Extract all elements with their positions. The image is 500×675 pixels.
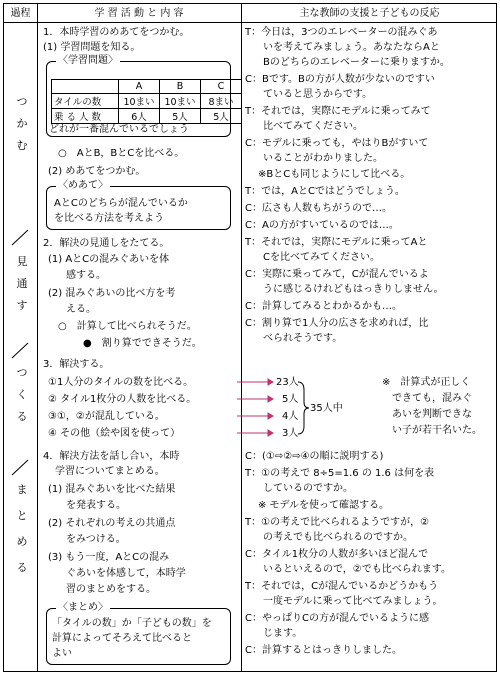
table-row [52, 80, 242, 94]
dialogue-line: C：タイル1枚分の人数が多いほど混んで [245, 549, 429, 560]
header-stage: 過程 [10, 8, 31, 19]
step4-sub3-cont: 習のまとめをする。 [66, 584, 156, 595]
dialogue-line: T：それでは，実際にモデルに乗ってAと [245, 237, 428, 248]
dialogue-line: C：モデルに乗っても，やはりBがすいて [245, 138, 429, 149]
table-cell [52, 80, 119, 94]
dialogue-line: C：実際に乗ってみて，Cが混んでいるよ [245, 269, 429, 280]
stage-char: む [16, 139, 28, 152]
note-text: ※ 計算式が正しく [382, 377, 471, 388]
step2-idea1: ○ 計算して比べられそうだ。 [58, 321, 197, 332]
table-cell: 6人 [119, 109, 160, 124]
goal-text: を比べる方法を考えよう [54, 213, 164, 224]
stage-char: す [16, 299, 28, 312]
dialogue-line: C：Bです。Bの方が人数が少ないのですい [245, 74, 435, 85]
table-header: B [160, 80, 201, 94]
step2-idea2: ● 割り算でできそうだ。 [83, 338, 202, 349]
dialogue-line: Cを比べてみてください。 [263, 252, 380, 263]
dialogue-line: の考えでも比べられるのですか。 [263, 532, 413, 543]
dialogue-line: C：(①⇨②⇨④の順に説明する) [245, 451, 384, 462]
dialogue-line: C：広さも人数もちがうので…。 [245, 203, 392, 214]
stage-char: と [16, 509, 28, 522]
tile-table [51, 79, 242, 124]
dialogue-line: 比べてみてください。 [263, 121, 363, 132]
table-cell: 5人 [160, 109, 201, 124]
stage-char: く [16, 388, 28, 401]
summary-label: 〈まとめ〉 [58, 602, 108, 613]
stage-char: る [16, 410, 28, 423]
dialogue-note: ※ モデルを使って確認する。 [258, 500, 390, 511]
arrow-head [268, 430, 273, 436]
table-cell: 5人 [201, 109, 242, 124]
step2-sub1: (1) AとCの混みぐあいを体 [48, 254, 170, 265]
stage-char: 通 [16, 277, 28, 290]
arrow-head [268, 396, 273, 402]
stage-char: る [16, 561, 28, 574]
dialogue-line: Bのどちらのエレベーターに乗りますか。 [263, 57, 450, 68]
goal-text: AとCのどちらが混んでいるか [54, 198, 188, 209]
dialogue-line: いるといえるので，②でも比べられます。 [263, 564, 451, 575]
note-text: できても，混みぐ [392, 393, 472, 404]
dialogue-line: うに感じるけれどもはっきりしません。 [263, 284, 444, 295]
separator-line [12, 460, 28, 475]
table-row [52, 94, 242, 109]
dialogue-line: べられそうです。 [263, 333, 343, 344]
dialogue-line: いを考えてみましょう。あなたならAと [263, 42, 440, 53]
table-cell: 8まい [201, 94, 242, 109]
dialogue-line: T：では，AとCではどうでしょう。 [245, 186, 405, 197]
table-cell: 乗 る 人 数 [52, 109, 119, 124]
dialogue-line: 一度モデルに乗って比べてみましょう。 [263, 596, 443, 607]
step4-sub1-cont: を発表する。 [66, 500, 126, 511]
step4-sub2-cont: をみつける。 [66, 534, 126, 545]
stage-char: つ [16, 366, 28, 379]
dialogue-line: T：今日は，3つのエレベーターの混みぐあ [245, 27, 438, 38]
count-1: 23人 [276, 377, 299, 388]
step4-sub3: (3) もう一度，AとCの混み [48, 552, 170, 563]
note-text: あいを判断できな [392, 409, 472, 420]
step4-sub2: (2) それぞれの考えの共通点 [48, 518, 176, 529]
dialogue-line: T：それでは，実際にモデルに乗ってみて [245, 106, 431, 117]
step3-title: 3．解決する。 [43, 359, 110, 370]
dialogue-line: じます。 [263, 628, 303, 639]
stage-char: め [16, 535, 28, 548]
stage-char: ま [16, 483, 28, 496]
step2-title: 2．解決の見通しをたてる。 [43, 238, 170, 249]
count-3: 4人 [282, 411, 299, 422]
arrow-head [268, 413, 273, 419]
step1-sub2: (2) めあてをつかむ。 [48, 166, 146, 177]
summary-text: よい [52, 648, 72, 659]
separator-line [12, 343, 28, 358]
dialogue-line: C：計算してみるとわかるかも…。 [245, 301, 402, 312]
dialogue-line: C：割り算で1人分の広さを求めれば，比 [245, 318, 429, 329]
step4-sub1: (1) 混みぐあいを比べた結果 [48, 484, 176, 495]
summary-text: 計算によってそろえて比べると [52, 633, 192, 644]
method-3: ③①，②が混乱している。 [48, 411, 165, 422]
table-cell: タイルの数 [52, 94, 119, 109]
table-cell: 10まい [119, 94, 160, 109]
table-header: A [119, 80, 160, 94]
step2-sub2-cont: える。 [66, 304, 96, 315]
step4-title-cont: 学習についてまとめる。 [55, 466, 165, 477]
step4-sub3-cont: ぐあいを体感して，本時学 [66, 568, 186, 579]
dialogue-line: しているのですか。 [263, 483, 353, 494]
arrow-head [268, 379, 273, 385]
table-header: C [201, 80, 242, 94]
dialogue-line: T：①の考えで比べられるようですが，② [245, 517, 430, 528]
dialogue-line: T：それでは，Cが混んでいるかどうかもう [245, 581, 439, 592]
method-2: ② タイル1枚分の人数を比べる。 [48, 394, 197, 405]
count-2: 5人 [282, 394, 299, 405]
count-4: 3人 [282, 428, 299, 439]
header-teacher: 主な教師の支援と子どもの反応 [299, 8, 440, 19]
brace [298, 382, 309, 434]
count-total: 35人中 [310, 403, 343, 414]
step2-sub1-cont: 感する。 [66, 270, 106, 281]
dialogue-line: ていると思うからです。 [263, 89, 373, 100]
dialogue-note: ※BとCも同じようにして比べる。 [258, 169, 411, 180]
stage-char: か [16, 117, 28, 130]
problem-label: 〈学習問題〉 [58, 55, 118, 66]
table-row [52, 109, 242, 124]
method-1: ①1人分のタイルの数を比べる。 [48, 377, 194, 388]
step2-sub2: (2) 混みぐあいの比べ方を考 [48, 288, 176, 299]
note-text: い子が若干名いた。 [392, 425, 482, 436]
dialogue-line: いることがわかりました。 [263, 153, 383, 164]
dialogue-line: T：①の考えで 8÷5=1.6 の 1.6 は何を表 [245, 468, 435, 479]
separator-line [12, 230, 28, 245]
dialogue-line: C：やっぱりCの方が混んでいるように感 [245, 613, 429, 624]
arrows [237, 379, 273, 436]
step4-title: 4．解決方法を話し合い，本時 [43, 451, 180, 462]
table-cell: 10まい [160, 94, 201, 109]
dialogue-line: C：計算するとはっきりしました。 [245, 645, 402, 656]
goal-label: 〈めあて〉 [58, 180, 108, 191]
dialogue-line: C：Aの方がすいているのでは…。 [245, 220, 399, 231]
method-4: ④ その他（絵や図を使って） [48, 428, 181, 439]
stage-char: 見 [16, 255, 28, 268]
stage-char: つ [16, 95, 28, 108]
summary-text: 「タイルの数」か「子どもの数」を [52, 618, 212, 629]
step1-title: 1．本時学習のめあてをつかむ。 [43, 27, 190, 38]
step1-sub1: (1) 学習問題を知る。 [43, 42, 141, 53]
problem-question: どれが一番混んでいるでしょう [49, 124, 189, 135]
compare-ab-bc: ○ AとB，BとCを比べる。 [58, 148, 185, 159]
header-activities: 学 習 活 動 と 内 容 [94, 8, 184, 19]
